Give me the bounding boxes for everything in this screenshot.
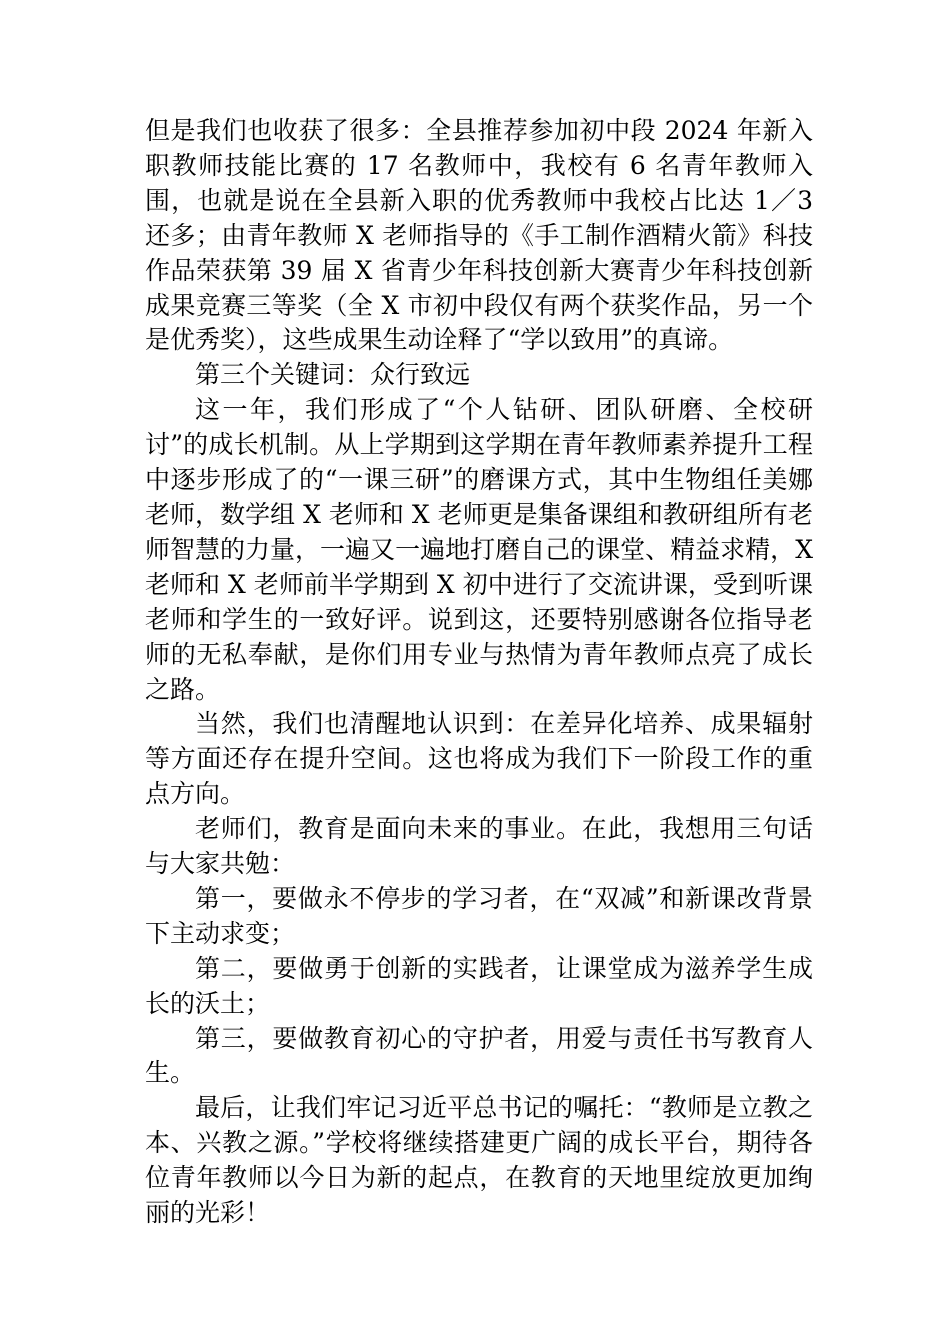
paragraph-achievements: 但是我们也收获了很多：全县推荐参加初中段 2024 年新入职教师技能比赛的 17 名教师中，我校有 6 名青年教师入围，也就是说在全县新入职的优秀教师中我校占比达 1／3 还多；由青年教师 X 老师指导的《手工制作酒精火箭》科技作品荣获第 39 届 X 省青少年科技创新大赛青少年科技创新成果竞赛三等奖（全 X 市初中段仅有两个获奖作品，另一个是优秀奖），这些成果生动诠释了“学以致用”的真谛。 [145, 116, 813, 355]
paragraph-improvement-space: 当然，我们也清醒地认识到：在差异化培养、成果辐射等方面还存在提升空间。这也将成为我们下一阶段工作的重点方向。 [145, 709, 813, 809]
paragraph-encouragement-intro: 老师们，教育是面向未来的事业。在此，我想用三句话与大家共勉： [145, 814, 813, 879]
paragraph-growth-mechanism: 这一年，我们形成了“个人钻研、团队研磨、全校研讨”的成长机制。从上学期到这学期在青年教师素养提升工程中逐步形成了的“一课三研”的磨课方式，其中生物组任美娜老师，数学组 X 老师和 X 老师更是集备课组和教研组所有老师智慧的力量，一遍又一遍地打磨自己的课堂、精益求精，X 老师和 X 老师前半学期到 X 初中进行了交流讲课，受到听课老师和学生的一致好评。说到这，还要特别感谢各位指导老师的无私奉献，是你们用专业与热情为青年教师点亮了成长之路。 [145, 395, 813, 704]
paragraph-closing: 最后，让我们牢记习近平总书记的嘱托：“教师是立教之本、兴教之源。”学校将继续搭建更广阔的成长平台，期待各位青年教师以今日为新的起点，在教育的天地里绽放更加绚丽的光彩！ [145, 1093, 813, 1228]
paragraph-first-point: 第一，要做永不停步的学习者，在“双减”和新课改背景下主动求变； [145, 883, 813, 948]
paragraph-third-keyword-heading: 第三个关键词：众行致远 [195, 360, 471, 390]
paragraph-third-point: 第三，要做教育初心的守护者，用爱与责任书写教育人生。 [145, 1023, 813, 1088]
document-body [145, 114, 813, 1231]
paragraph-second-point: 第二，要做勇于创新的实践者，让课堂成为滋养学生成长的沃土； [145, 953, 813, 1018]
